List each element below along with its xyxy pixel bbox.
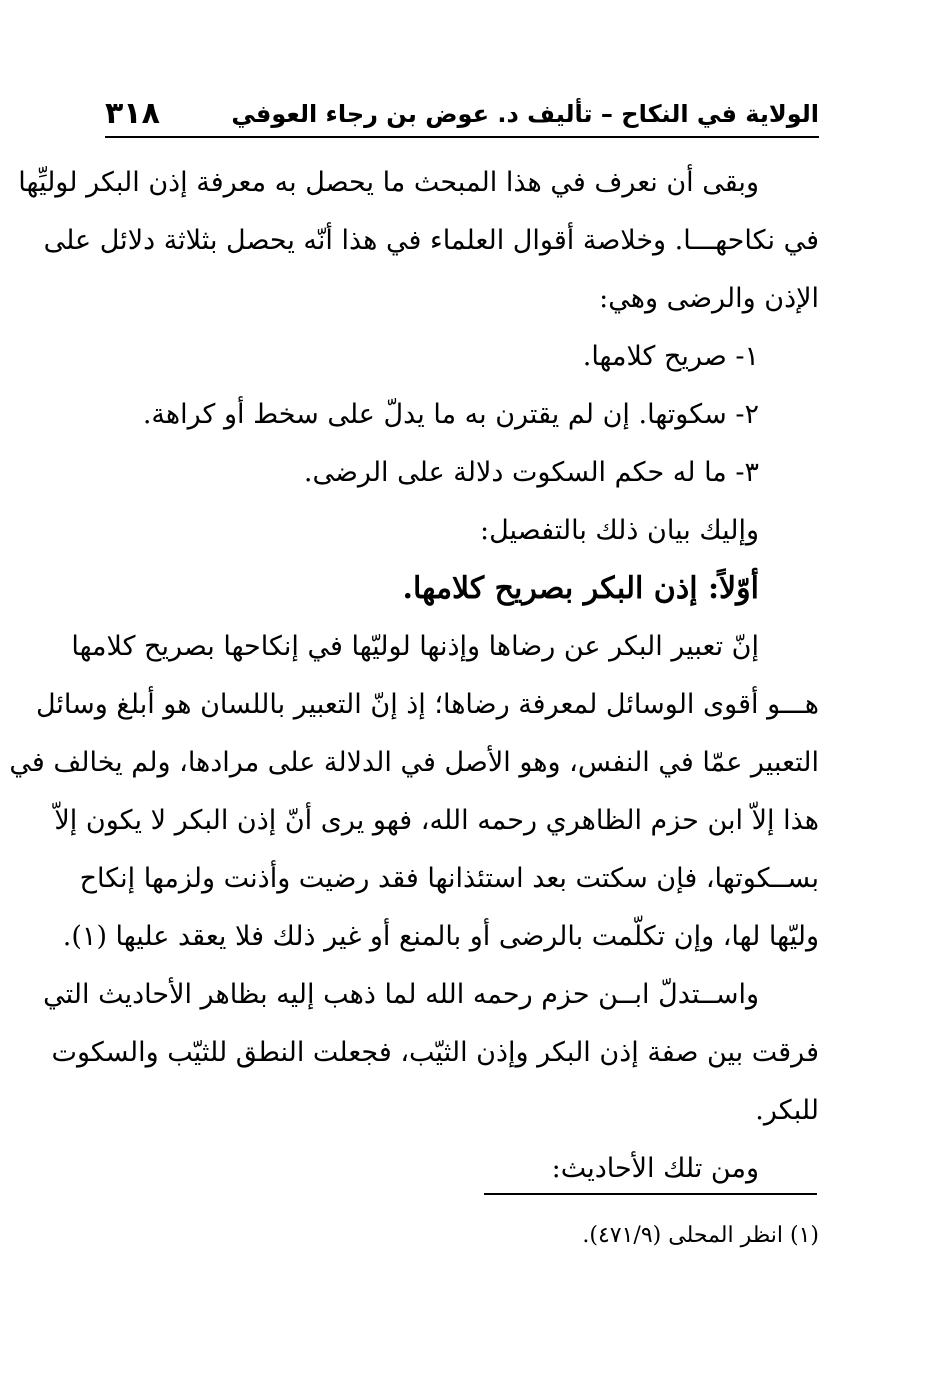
paragraph1-line-4: هذا إلاّ ابن حزم الظاهري رحمه الله، فهو يرى أنّ إذن البكر لا يكون إلاّ bbox=[54, 805, 819, 836]
intro-line-2: في نكاحهـــا. وخلاصة أقوال العلماء في هذا أنّه يحصل بثلاثة دلائل على bbox=[43, 225, 819, 256]
details-intro: وإليك بيان ذلك بالتفصيل: bbox=[479, 515, 759, 546]
running-title: الولاية في النكاح – تأليف د. عوض بن رجاء العوفي bbox=[231, 100, 819, 128]
main-text bbox=[9, 154, 819, 1198]
list-item-2: ٢- سكوتها. إن لم يقترن به ما يدلّ على سخط أو كراهة. bbox=[142, 399, 759, 430]
paragraph1-line-6: وليّها لها، وإن تكلّمت بالرضى أو بالمنع أو غير ذلك فلا يعقد عليها (١). bbox=[62, 921, 819, 952]
paragraph1-line-5: بســكوتها، فإن سكتت بعد استئذانها فقد رضيت وأذنت ولزمها إنكاح bbox=[79, 863, 819, 894]
paragraph1-line-3: التعبير عمّا في النفس، وهو الأصل في الدلالة على مرادها، ولم يخالف في bbox=[9, 747, 819, 778]
paragraph2-line-2: فرقت بين صفة إذن البكر وإذن الثيّب، فجعلت النطق للثيّب والسكوت bbox=[51, 1037, 819, 1068]
closing-line: ومن تلك الأحاديث: bbox=[551, 1153, 759, 1184]
list-item-3: ٣- ما له حكم السكوت دلالة على الرضى. bbox=[303, 457, 759, 488]
paragraph1-line-1: إنّ تعبير البكر عن رضاها وإذنها لوليّها في إنكاحها بصريح كلامها bbox=[71, 631, 759, 662]
footnote: (١) انظر المحلى (٤٧١/٩). bbox=[582, 1223, 819, 1248]
page-header bbox=[105, 96, 819, 138]
paragraph2-line-1: واســتدلّ ابــن حزم رحمه الله لما ذهب إليه بظاهر الأحاديث التي bbox=[43, 979, 759, 1010]
paragraph1-line-2: هـــو أقوى الوسائل لمعرفة رضاها؛ إذ إنّ التعبير باللسان هو أبلغ وسائل bbox=[35, 689, 819, 720]
intro-line-3: الإذن والرضى وهي: bbox=[599, 283, 819, 314]
list-item-1: ١- صريح كلامها. bbox=[582, 341, 759, 372]
footnote-separator bbox=[484, 1193, 817, 1195]
intro-line-1: وبقى أن نعرف في هذا المبحث ما يحصل به معرفة إذن البكر لوليِّها bbox=[18, 167, 759, 198]
paragraph2-line-3: للبكر. bbox=[755, 1095, 819, 1126]
page-number: ٣١٨ bbox=[105, 96, 160, 131]
section-heading: أوّلاً: إذن البكر بصريح كلامها. bbox=[402, 571, 759, 606]
